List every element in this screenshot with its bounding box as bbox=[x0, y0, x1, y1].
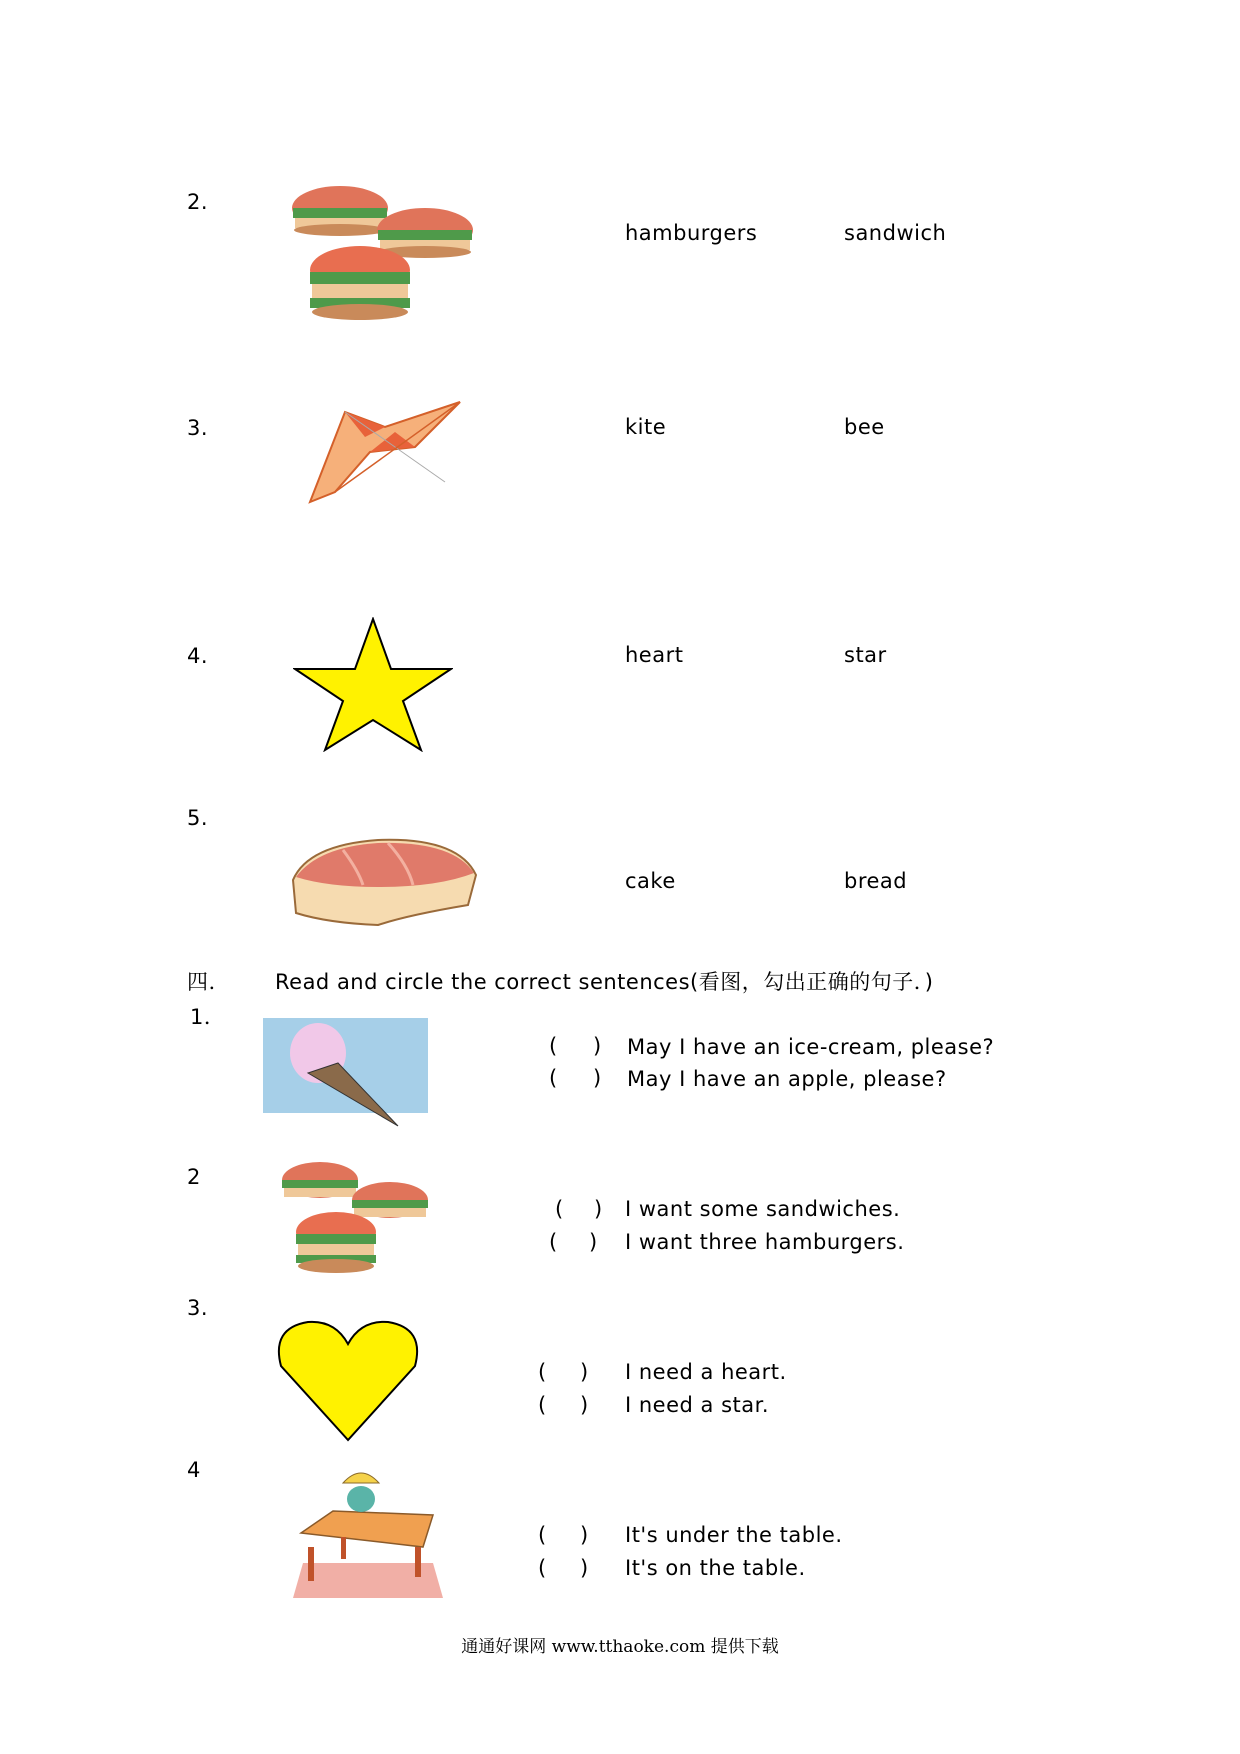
item-number: 1． bbox=[190, 1005, 226, 1029]
option-2[interactable]: star bbox=[844, 643, 887, 667]
bracket-close[interactable]: ) bbox=[594, 1197, 603, 1221]
option-2[interactable]: bee bbox=[844, 415, 885, 439]
sentence-option[interactable]: I want some sandwiches. bbox=[625, 1197, 901, 1221]
item-number: 3. bbox=[187, 416, 209, 440]
bracket-open[interactable]: ( bbox=[538, 1393, 547, 1417]
hamburger-icon bbox=[352, 1182, 428, 1218]
bracket-open[interactable]: ( bbox=[538, 1556, 547, 1580]
option-1[interactable]: heart bbox=[625, 643, 684, 667]
section-number: 四. bbox=[187, 970, 216, 994]
hamburger-icon bbox=[292, 186, 388, 236]
ice-cream-picture bbox=[263, 1018, 428, 1128]
bracket-open[interactable]: ( bbox=[538, 1360, 547, 1384]
item-number: 4. bbox=[187, 644, 209, 668]
sentence-option[interactable]: May I have an apple, please? bbox=[627, 1067, 947, 1091]
hamburgers-picture bbox=[285, 180, 485, 335]
table-lamp-picture bbox=[293, 1463, 443, 1598]
item-number: 3. bbox=[187, 1296, 209, 1320]
star-picture bbox=[293, 617, 453, 752]
bracket-open[interactable]: ( bbox=[538, 1523, 547, 1547]
table-icon bbox=[293, 1511, 443, 1598]
option-2[interactable]: sandwich bbox=[844, 221, 947, 245]
hamburger-icon bbox=[296, 1212, 376, 1273]
sentence-option[interactable]: I need a heart. bbox=[625, 1360, 787, 1384]
bracket-close[interactable]: ) bbox=[593, 1034, 602, 1058]
kite-picture bbox=[305, 392, 465, 507]
sentence-option[interactable]: It's on the table. bbox=[625, 1556, 806, 1580]
bracket-open[interactable]: ( bbox=[555, 1197, 564, 1221]
item-number: 2. bbox=[187, 190, 209, 214]
bracket-close[interactable]: ) bbox=[580, 1393, 589, 1417]
bracket-close[interactable]: ) bbox=[580, 1523, 589, 1547]
bracket-close[interactable]: ) bbox=[589, 1230, 598, 1254]
bread-icon bbox=[293, 840, 476, 925]
hamburger-icon bbox=[310, 246, 410, 320]
footer-source: 通通好课网 www.tthaoke.com 提供下载 bbox=[461, 1637, 779, 1657]
heart-icon bbox=[279, 1322, 417, 1440]
bracket-close[interactable]: ) bbox=[580, 1360, 589, 1384]
item-number: 5. bbox=[187, 806, 209, 830]
sentence-option[interactable]: May I have an ice-cream, please? bbox=[627, 1035, 995, 1059]
section-heading: Read and circle the correct sentences(看图，勾出正确的句子．) bbox=[275, 970, 934, 994]
option-1[interactable]: hamburgers bbox=[625, 221, 758, 245]
bracket-open[interactable]: ( bbox=[549, 1034, 558, 1058]
sentence-option[interactable]: I need a star. bbox=[625, 1393, 769, 1417]
sentence-option[interactable]: It's under the table. bbox=[625, 1523, 843, 1547]
item-number: 4 bbox=[187, 1458, 201, 1482]
item-number: 2 bbox=[187, 1165, 201, 1189]
hamburger-icon bbox=[282, 1162, 358, 1198]
bracket-close[interactable]: ) bbox=[593, 1066, 602, 1090]
star-icon bbox=[295, 619, 451, 750]
option-1[interactable]: cake bbox=[625, 869, 676, 893]
sentence-option[interactable]: I want three hamburgers. bbox=[625, 1230, 905, 1254]
option-2[interactable]: bread bbox=[844, 869, 908, 893]
bracket-close[interactable]: ) bbox=[580, 1556, 589, 1580]
lamp-icon bbox=[343, 1473, 379, 1512]
kite-icon bbox=[310, 402, 460, 502]
heart-picture bbox=[273, 1318, 423, 1443]
bread-picture bbox=[288, 825, 480, 930]
hamburger-icon bbox=[377, 208, 473, 258]
bracket-open[interactable]: ( bbox=[549, 1066, 558, 1090]
option-1[interactable]: kite bbox=[625, 415, 667, 439]
bracket-open[interactable]: ( bbox=[549, 1230, 558, 1254]
hamburgers-picture bbox=[278, 1158, 438, 1283]
